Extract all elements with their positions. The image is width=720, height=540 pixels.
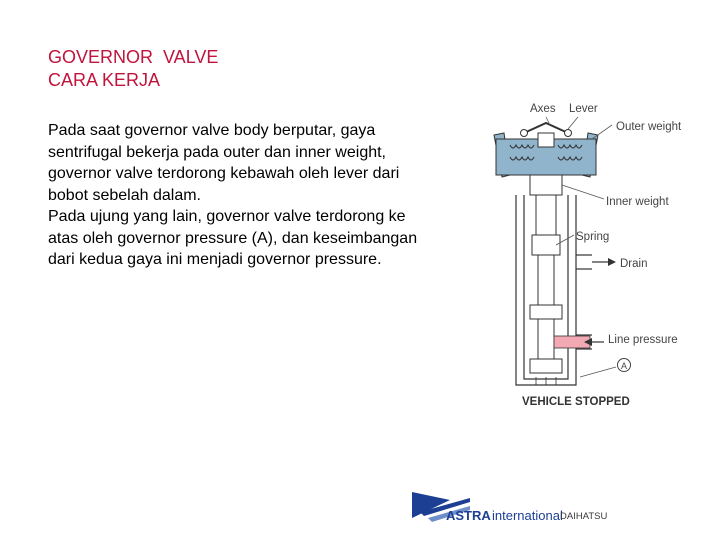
diagram-caption: VEHICLE STOPPED bbox=[522, 396, 630, 408]
a-marker-label: A bbox=[620, 361, 628, 371]
line-pressure-label: Line pressure bbox=[608, 334, 678, 346]
paragraph-2: Pada ujung yang lain, governor valve terdorong ke atas oleh governor pressure (A), dan keseimbangan dari kedua gaya ini menjadi governor pressure. bbox=[48, 208, 418, 268]
title-line-1: GOVERNOR VALVE bbox=[48, 47, 219, 67]
slide-title bbox=[48, 46, 218, 92]
logo-brand: ASTRA bbox=[446, 508, 491, 523]
inner-weight-label: Inner weight bbox=[606, 196, 669, 208]
paragraph-1: Pada saat governor valve body berputar, gaya sentrifugal bekerja pada outer dan inner weight, governor valve terdorong kebawah oleh lever dari bobot sebelah dalam. bbox=[48, 122, 400, 204]
lever-label: Lever bbox=[569, 103, 598, 115]
inner-weight-shape bbox=[530, 175, 562, 195]
logo-partner: DAIHATSU bbox=[560, 511, 608, 522]
axes-label: Axes bbox=[530, 103, 556, 115]
spring-label: Spring bbox=[576, 231, 610, 243]
title-line-2: CARA KERJA bbox=[48, 70, 161, 90]
astra-daihatsu-logo bbox=[410, 490, 620, 530]
slide-body bbox=[48, 120, 438, 271]
governor-valve-diagram bbox=[480, 95, 705, 415]
drain-arrow bbox=[592, 258, 616, 266]
logo-suffix: international bbox=[492, 508, 563, 523]
drain-label: Drain bbox=[620, 258, 648, 270]
governor-pressure-area bbox=[536, 377, 556, 385]
outer-weight-label: Outer weight bbox=[616, 121, 682, 133]
